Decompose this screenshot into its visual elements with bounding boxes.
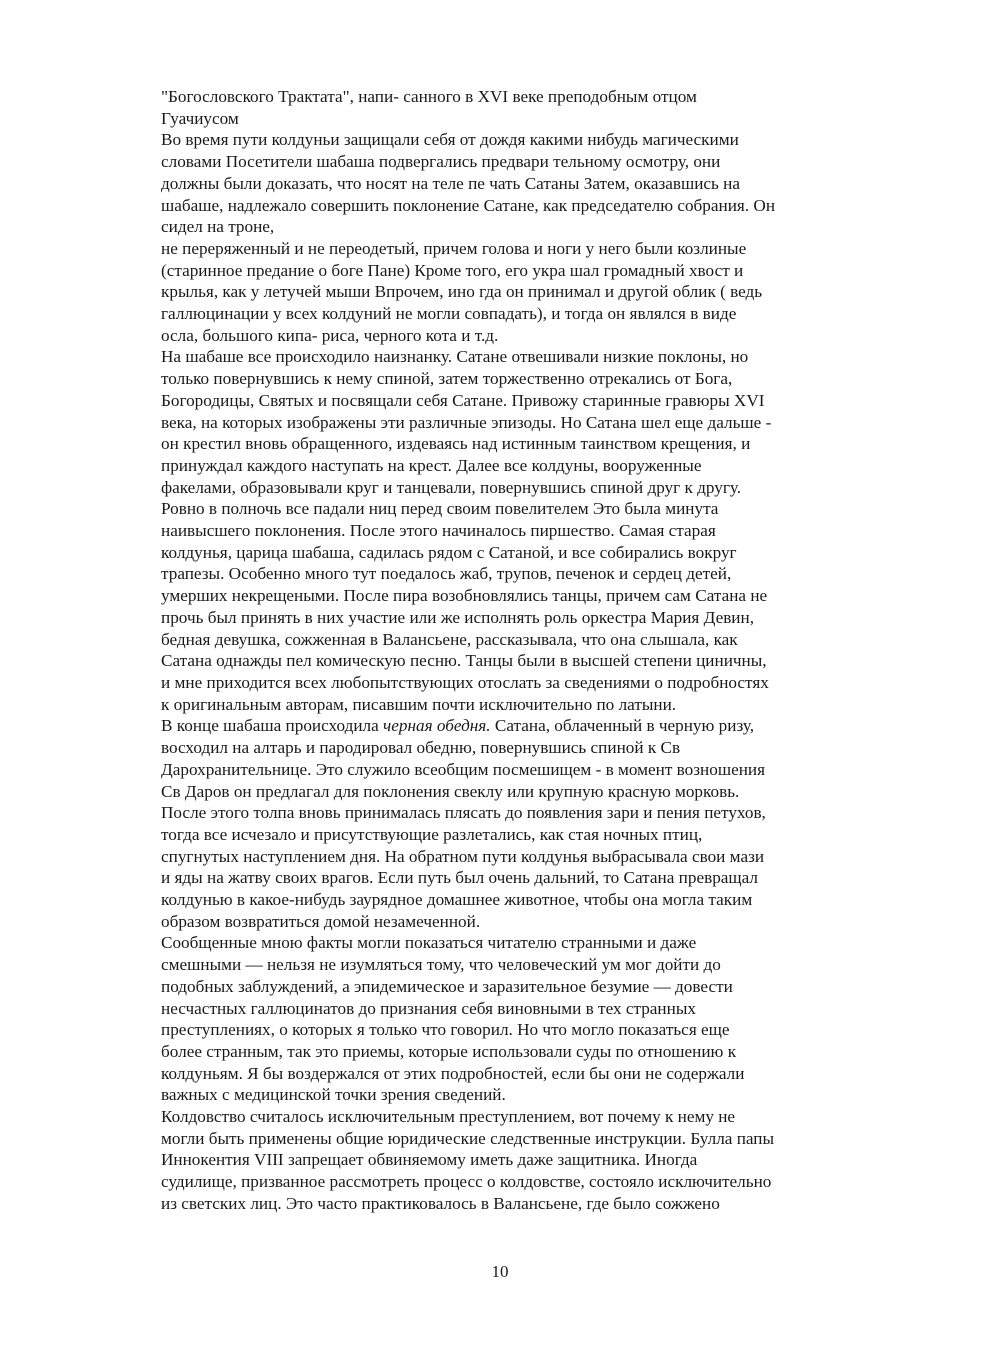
- text-line: Сатана однажды пел комическую песню. Танцы были в высшей степени циничны,: [161, 651, 767, 671]
- text-line: подобных заблуждений, а эпидемическое и заразительное безумие — довести: [161, 976, 733, 996]
- text-line: колдуньям. Я бы воздержался от этих подробностей, если бы они не содержали: [161, 1063, 745, 1083]
- text-line: осла, большого кипа- риса, черного кота и т.д.: [161, 325, 499, 345]
- text-line: спугнутых наступлением дня. На обратном пути колдунья выбрасывала свои мази: [161, 846, 765, 866]
- text-line: должны были доказать, что носят на теле пе чать Сатаны Затем, оказавшись на: [161, 173, 741, 193]
- text-line-mixed: [161, 715, 851, 737]
- text-run: Сатана, облаченный в черную ризу,: [490, 716, 755, 736]
- text-line: сидел на троне,: [161, 217, 275, 237]
- text-line: Иннокентия VIII запрещает обвиняемому иметь даже защитника. Иногда: [161, 1150, 698, 1170]
- text-line: галлюцинации у всех колдуний не могли совпадать), и тогда он являлся в виде: [161, 304, 737, 324]
- text-line: умерших некрещеными. После пира возобновлялись танцы, причем сам Сатана не: [161, 586, 768, 606]
- text-line: На шабаше все происходило наизнанку. Сатане отвешивали низкие поклоны, но: [161, 347, 749, 367]
- text-line: Св Даров он предлагал для поклонения свеклу или крупную красную морковь.: [161, 781, 740, 801]
- text-line: колдунья, царица шабаша, садилась рядом с Сатаной, и все собирались вокруг: [161, 542, 737, 562]
- text-line: важных с медицинской точки зрения сведений.: [161, 1085, 506, 1105]
- italic-term-black-mass: черная обедня.: [383, 716, 491, 736]
- text-line: восходил на алтарь и пародировал обедню, повернувшись спиной к Св: [161, 738, 681, 758]
- text-line: прочь был принять в них участие или же исполнять роль оркестра Мария Девин,: [161, 607, 755, 627]
- text-line: смешными — нельзя не изумляться тому, что человеческий ум мог дойти до: [161, 955, 721, 975]
- text-line: Сообщенные мною факты могли показаться читателю странными и даже: [161, 933, 697, 953]
- text-line: "Богословского Трактата", напи- санного в XVI веке преподобным отцом: [161, 87, 697, 106]
- text-line: принуждал каждого наступать на крест. Далее все колдуны, вооруженные: [161, 455, 702, 475]
- text-line: он крестил вновь обращенного, издеваясь над истинным таинством крещения, и: [161, 434, 751, 454]
- text-line: После этого толпа вновь принималась плясать до появления зари и пения петухов,: [161, 803, 766, 823]
- text-line: Гуачиусом: [161, 108, 239, 128]
- text-line: и яды на жатву своих врагов. Если путь был очень дальний, то Сатана превращал: [161, 868, 759, 888]
- text-line: века, на которых изображены эти различные эпизоды. Но Сатана шел еще дальше -: [161, 412, 772, 432]
- text-line: трапезы. Особенно много тут поедалось жаб, трупов, печенок и сердец детей,: [161, 564, 732, 584]
- text-line: к оригинальным авторам, писавшим почти исключительно по латыни.: [161, 694, 677, 714]
- text-line: Колдовство считалось исключительным преступлением, вот почему к нему не: [161, 1107, 736, 1127]
- text-line: и мне приходится всех любопытствующих отослать за сведениями о подробностях: [161, 672, 769, 692]
- text-line: наивысшего поклонения. После этого начиналось пиршество. Самая старая: [161, 521, 716, 541]
- text-line: более странным, так это приемы, которые использовали суды по отношению к: [161, 1041, 737, 1061]
- text-line: (старинное предание о боге Пане) Кроме того, его укра шал громадный хвост и: [161, 260, 744, 280]
- text-line: судилище, призванное рассмотреть процесс о колдовстве, состояло исключительно: [161, 1172, 772, 1192]
- text-line: не переряженный и не переодетый, причем голова и ноги у него были козлиные: [161, 238, 747, 258]
- text-line: Ровно в полночь все падали ниц перед своим повелителем Это была минута: [161, 499, 719, 519]
- text-line: колдунью в какое-нибудь заурядное домашнее животное, чтобы она могла таким: [161, 890, 753, 910]
- text-line: Богородицы, Святых и посвящали себя Сатане. Привожу старинные гравюры XVI: [161, 390, 765, 410]
- text-line: только повернувшись к нему спиной, затем торжественно отрекались от Бога,: [161, 369, 733, 389]
- text-line: шабаше, надлежало совершить поклонение Сатане, как председателю собрания. Он: [161, 195, 776, 215]
- text-run: В конце шабаша происходила: [161, 716, 384, 736]
- text-line: образом возвратиться домой незамеченной.: [161, 911, 481, 931]
- page-number: 10: [491, 1262, 509, 1281]
- text-line: могли быть применены общие юридические следственные инструкции. Булла папы: [161, 1128, 775, 1148]
- text-line: Во время пути колдуньи защищали себя от дождя какими нибудь магическими: [161, 130, 739, 150]
- text-line: бедная девушка, сожженная в Валансьене, рассказывала, что она слышала, как: [161, 629, 738, 649]
- body-text: [161, 86, 851, 1215]
- text-line: тогда все исчезало и присутствующие разлетались, как стая ночных птиц,: [161, 824, 703, 844]
- text-line: преступлениях, о которых я только что говорил. Но что могло показаться еще: [161, 1020, 730, 1040]
- text-line: словами Посетители шабаша подвергались предвари тельному осмотру, они: [161, 152, 721, 172]
- text-line: крылья, как у летучей мыши Впрочем, ино гда он принимал и другой облик ( ведь: [161, 282, 763, 302]
- text-line: несчастных галлюцинатов до признания себя виновными в тех странных: [161, 998, 696, 1018]
- text-line: факелами, образовывали круг и танцевали, повернувшись спиной друг к другу.: [161, 477, 742, 497]
- text-line: Дарохранительнице. Это служило всеобщим посмешищем - в момент возношения: [161, 759, 766, 779]
- text-line: из светских лиц. Это часто практиковалось в Валансьене, где было сожжено: [161, 1193, 720, 1213]
